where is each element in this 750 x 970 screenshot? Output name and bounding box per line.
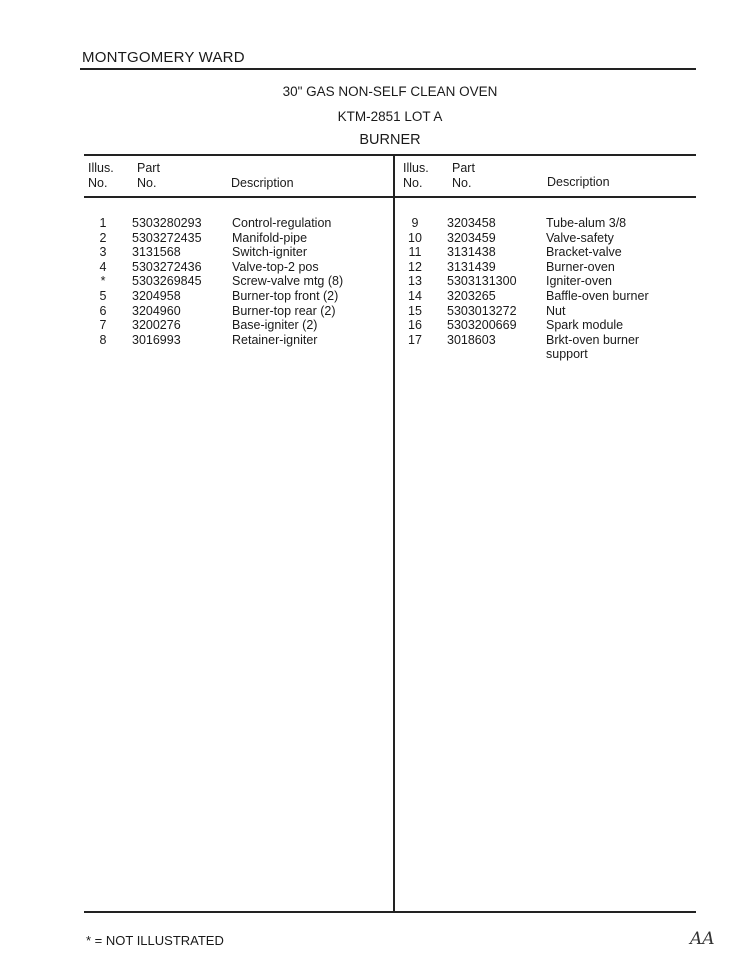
column-divider <box>393 154 395 911</box>
model-title: KTM-2851 LOT A <box>337 109 443 124</box>
header-top-rule <box>84 154 696 156</box>
right-illus-header: Illus. No. <box>403 161 429 190</box>
right-description-header: Description <box>547 175 610 189</box>
header-bottom-rule <box>84 196 696 198</box>
brand-name: MONTGOMERY WARD <box>82 49 245 66</box>
left-illus-header: Illus. No. <box>88 161 114 190</box>
top-rule <box>80 68 696 70</box>
bottom-rule <box>84 911 696 913</box>
page-mark: AA <box>690 929 715 949</box>
footnote: * = NOT ILLUSTRATED <box>86 933 224 948</box>
page-title: 30" GAS NON-SELF CLEAN OVEN <box>282 84 498 99</box>
right-part-header: Part No. <box>452 161 475 190</box>
left-part-header: Part No. <box>137 161 160 190</box>
left-description-header: Description <box>231 176 294 190</box>
section-title: BURNER <box>359 132 421 148</box>
